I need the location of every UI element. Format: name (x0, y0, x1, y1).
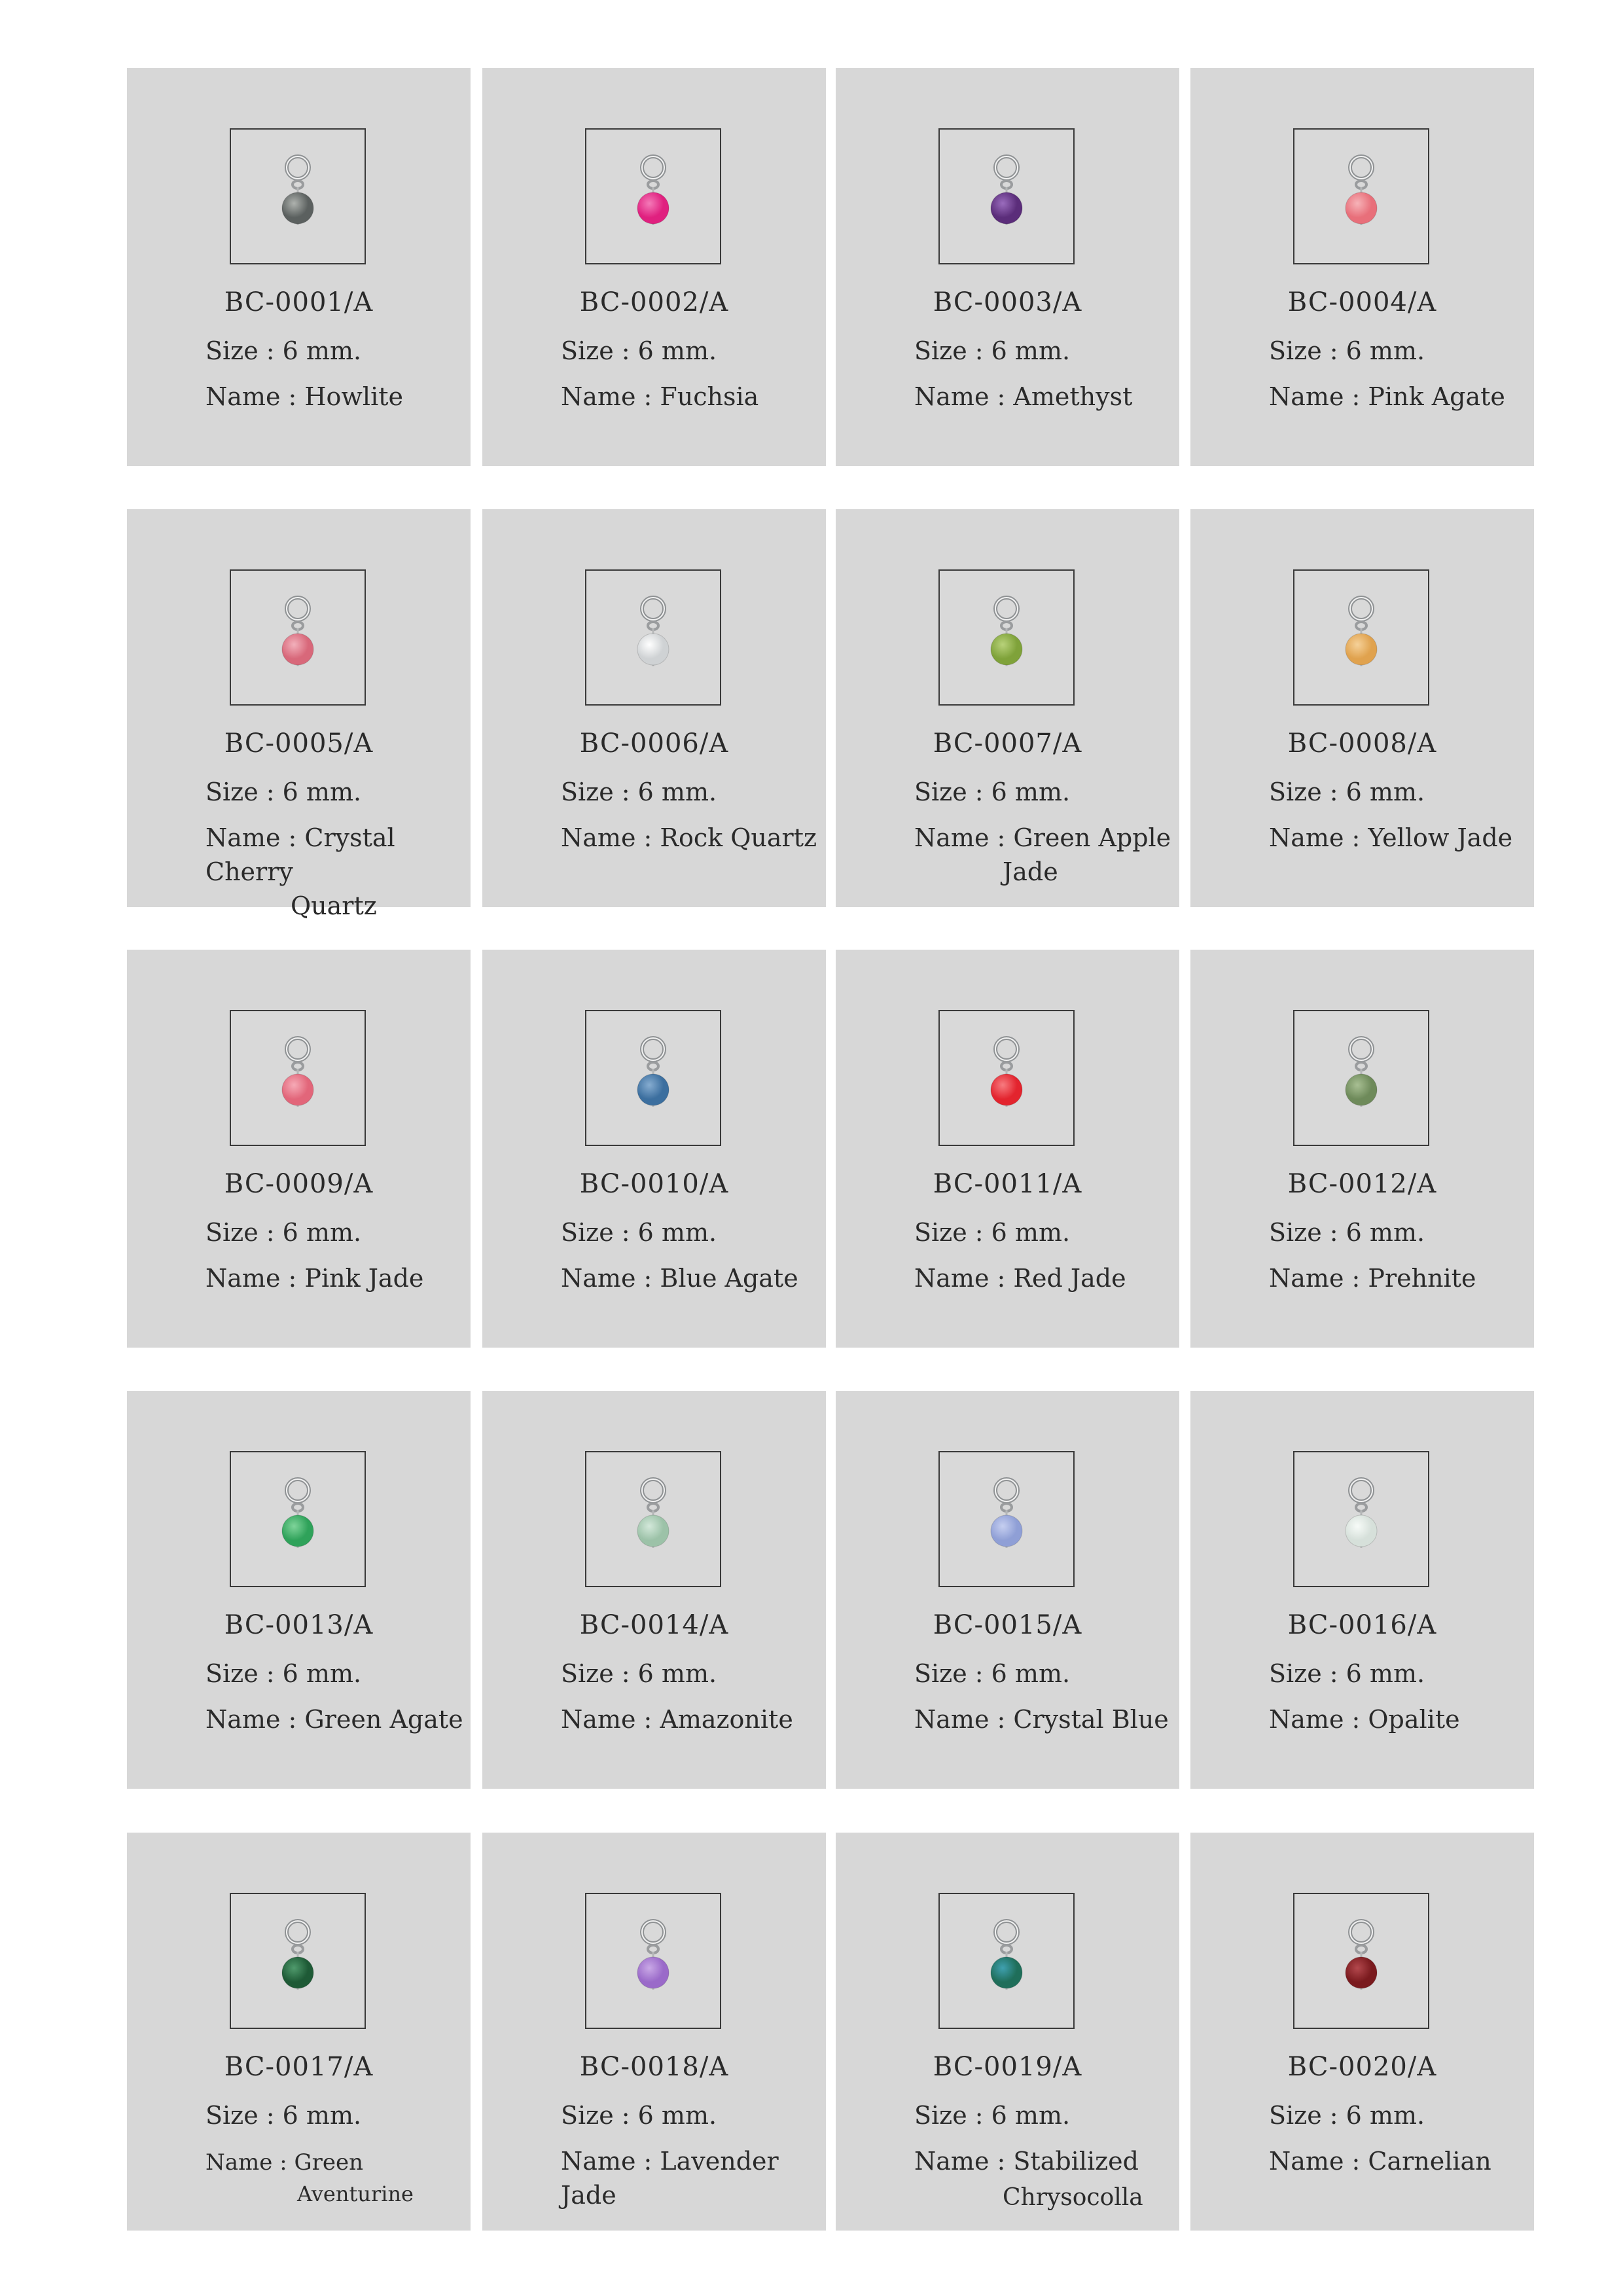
product-name-continued: Chrysocolla (1003, 2184, 1143, 2211)
bead (282, 634, 313, 665)
product-card (127, 1833, 471, 2231)
product-name (1269, 821, 1512, 855)
charm-image (940, 130, 1073, 263)
product-size: Size : 6 mm. (1269, 778, 1425, 806)
product-card (836, 68, 1179, 466)
charm-image (940, 1452, 1073, 1586)
charm-thumbnail (230, 1893, 366, 2029)
product-size: Size : 6 mm. (1269, 1218, 1425, 1247)
product-card (1190, 68, 1534, 466)
product-size: Size : 6 mm. (205, 1659, 362, 1688)
product-card (836, 1391, 1179, 1789)
product-size: Size : 6 mm. (1269, 1659, 1425, 1688)
product-name-text: Name : Crystal Cherry (205, 823, 395, 886)
charm-image (231, 1452, 365, 1586)
bead (282, 1074, 313, 1105)
product-card (127, 68, 471, 466)
charm-thumbnail (938, 1010, 1075, 1146)
bead (282, 1515, 313, 1547)
charm-image (231, 130, 365, 263)
product-size: Size : 6 mm. (1269, 2101, 1425, 2130)
product-code: BC-0014/A (579, 1610, 729, 1640)
product-name-text: Name : Howlite (205, 382, 403, 411)
bead (637, 1074, 669, 1105)
product-name-text: Name : Crystal Blue (914, 1705, 1169, 1734)
bead (991, 1074, 1022, 1105)
product-card (482, 509, 826, 907)
product-size: Size : 6 mm. (561, 778, 717, 806)
product-name-text: Name : Green Apple (914, 823, 1171, 852)
product-size: Size : 6 mm. (561, 1659, 717, 1688)
bead (282, 1957, 313, 1988)
product-code: BC-0006/A (579, 728, 729, 759)
product-size: Size : 6 mm. (561, 336, 717, 365)
product-name (205, 380, 403, 414)
product-code: BC-0002/A (579, 287, 729, 317)
product-name (561, 1261, 798, 1295)
bead (637, 1957, 669, 1988)
product-name (205, 1702, 463, 1736)
charm-image (231, 571, 365, 704)
product-size: Size : 6 mm. (914, 778, 1071, 806)
product-name (1269, 380, 1505, 414)
charm-thumbnail (230, 1010, 366, 1146)
product-code: BC-0004/A (1287, 287, 1437, 317)
product-card (836, 950, 1179, 1348)
product-name-continued: Quartz (291, 891, 377, 920)
product-code: BC-0009/A (224, 1169, 374, 1199)
bead (1346, 1515, 1377, 1547)
charm-image (1294, 571, 1428, 704)
bead (1346, 634, 1377, 665)
bead (637, 1515, 669, 1547)
product-card (1190, 1391, 1534, 1789)
product-code: BC-0012/A (1287, 1169, 1437, 1199)
product-name (205, 1261, 423, 1295)
charm-image (586, 130, 720, 263)
product-size: Size : 6 mm. (914, 1218, 1071, 1247)
product-code: BC-0018/A (579, 2052, 729, 2082)
product-name-text: Name : Amethyst (914, 382, 1133, 411)
product-name-text: Name : Green Agate (205, 1705, 463, 1734)
product-code: BC-0013/A (224, 1610, 374, 1640)
product-name-text: Name : Pink Jade (205, 1264, 424, 1293)
product-name-text: Name : Pink Agate (1269, 382, 1505, 411)
product-card (1190, 950, 1534, 1348)
charm-thumbnail (585, 1010, 721, 1146)
bead (282, 192, 313, 224)
product-code: BC-0007/A (933, 728, 1082, 759)
charm-thumbnail (1293, 1010, 1429, 1146)
product-code: BC-0017/A (224, 2052, 374, 2082)
product-card (482, 950, 826, 1348)
product-name (561, 1702, 793, 1736)
bead (1346, 1957, 1377, 1988)
product-size: Size : 6 mm. (205, 336, 362, 365)
product-name (205, 2144, 414, 2208)
product-name-text: Name : Amazonite (561, 1705, 793, 1734)
product-name-text: Name : Carnelian (1269, 2147, 1491, 2176)
product-name-text: Name : Prehnite (1269, 1264, 1476, 1293)
charm-thumbnail (938, 128, 1075, 264)
charm-image (231, 1894, 365, 2028)
charm-thumbnail (938, 1451, 1075, 1587)
product-size: Size : 6 mm. (1269, 336, 1425, 365)
product-name (1269, 1702, 1460, 1736)
charm-thumbnail (585, 1893, 721, 2029)
product-size: Size : 6 mm. (914, 1659, 1071, 1688)
product-code: BC-0011/A (933, 1169, 1082, 1199)
product-code: BC-0010/A (579, 1169, 729, 1199)
bead (991, 1957, 1022, 1988)
product-code: BC-0008/A (1287, 728, 1437, 759)
bead (991, 192, 1022, 224)
product-code: BC-0003/A (933, 287, 1082, 317)
product-card (1190, 509, 1534, 907)
product-size: Size : 6 mm. (205, 1218, 362, 1247)
product-name-text: Name : Stabilized (914, 2147, 1139, 2176)
charm-image (1294, 130, 1428, 263)
product-size: Size : 6 mm. (914, 336, 1071, 365)
product-name (914, 1702, 1169, 1736)
charm-image (940, 1894, 1073, 2028)
product-name-text: Name : Lavender Jade (561, 2147, 779, 2210)
product-code: BC-0020/A (1287, 2052, 1437, 2082)
product-code: BC-0016/A (1287, 1610, 1437, 1640)
bead (637, 192, 669, 224)
product-size: Size : 6 mm. (561, 1218, 717, 1247)
bead (637, 634, 669, 665)
charm-thumbnail (230, 569, 366, 706)
product-name-text: Name : Blue Agate (561, 1264, 798, 1293)
charm-thumbnail (938, 1893, 1075, 2029)
product-card (127, 509, 471, 920)
product-name-continued: Aventurine (297, 2181, 414, 2206)
charm-thumbnail (585, 128, 721, 264)
product-size: Size : 6 mm. (205, 778, 362, 806)
charm-image (231, 1011, 365, 1145)
product-name-text: Name : Green (205, 2149, 364, 2176)
charm-image (1294, 1452, 1428, 1586)
product-name-text: Name : Fuchsia (561, 382, 759, 411)
charm-thumbnail (1293, 1893, 1429, 2029)
charm-thumbnail (1293, 569, 1429, 706)
product-card (482, 68, 826, 466)
charm-image (1294, 1894, 1428, 2028)
charm-image (586, 1452, 720, 1586)
product-name-text: Name : Opalite (1269, 1705, 1460, 1734)
product-name (914, 2144, 1143, 2215)
bead (991, 634, 1022, 665)
product-name (914, 821, 1171, 889)
product-card (1190, 1833, 1534, 2231)
product-name (914, 1261, 1126, 1295)
charm-thumbnail (585, 1451, 721, 1587)
charm-thumbnail (230, 128, 366, 264)
product-code: BC-0019/A (933, 2052, 1082, 2082)
product-name-text: Name : Red Jade (914, 1264, 1126, 1293)
product-name (205, 821, 471, 923)
product-name-text: Name : Rock Quartz (561, 823, 817, 852)
product-size: Size : 6 mm. (561, 2101, 717, 2130)
product-card (482, 1833, 826, 2231)
product-name (561, 2144, 826, 2212)
product-name (914, 380, 1132, 414)
product-size: Size : 6 mm. (914, 2101, 1071, 2130)
product-card (127, 1391, 471, 1789)
charm-image (940, 1011, 1073, 1145)
product-name-text: Name : Yellow Jade (1269, 823, 1513, 852)
bead (1346, 1074, 1377, 1105)
charm-image (586, 1011, 720, 1145)
product-name (561, 821, 817, 855)
product-card (836, 509, 1179, 907)
charm-thumbnail (1293, 128, 1429, 264)
bead (1346, 192, 1377, 224)
charm-image (1294, 1011, 1428, 1145)
product-name-continued: Jade (1003, 857, 1058, 886)
product-name (561, 380, 758, 414)
product-code: BC-0001/A (224, 287, 374, 317)
product-name (1269, 1261, 1476, 1295)
product-card (482, 1391, 826, 1789)
charm-thumbnail (938, 569, 1075, 706)
product-code: BC-0005/A (224, 728, 374, 759)
charm-thumbnail (1293, 1451, 1429, 1587)
charm-image (940, 571, 1073, 704)
charm-thumbnail (230, 1451, 366, 1587)
product-code: BC-0015/A (933, 1610, 1082, 1640)
charm-image (586, 1894, 720, 2028)
charm-image (586, 571, 720, 704)
bead (991, 1515, 1022, 1547)
product-size: Size : 6 mm. (205, 2101, 362, 2130)
charm-thumbnail (585, 569, 721, 706)
product-card (836, 1833, 1179, 2231)
product-name (1269, 2144, 1491, 2178)
product-card (127, 950, 471, 1348)
